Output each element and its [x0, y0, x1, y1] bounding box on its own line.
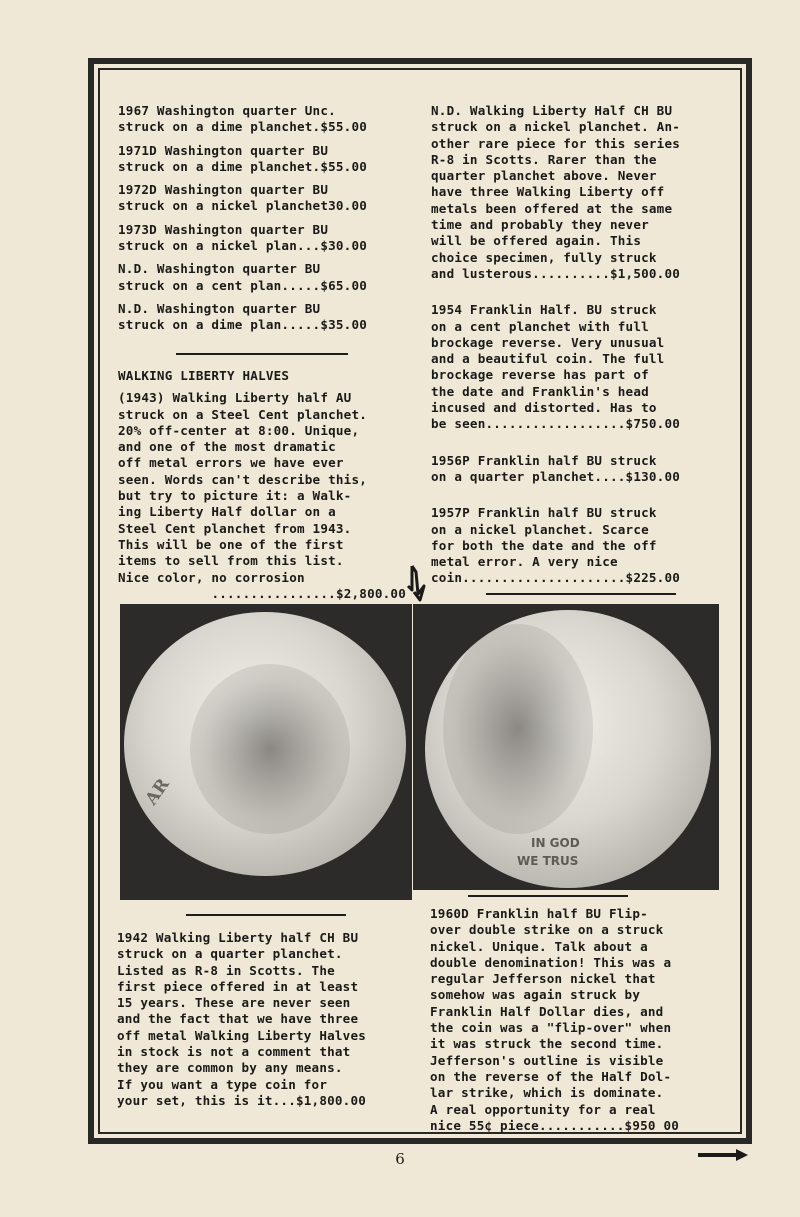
- coin-eagle-relief: [190, 664, 350, 834]
- listing-1967-quarter: 1967 Washington quarter Unc. struck on a dime planchet.$55.00: [118, 103, 368, 135]
- listing-1960d-franklin: [430, 906, 722, 1134]
- right-column: [431, 103, 723, 594]
- bottom-right-divider: [468, 895, 628, 897]
- listing-1972d-quarter: 1972D Washington quarter BU struck on a nickel planchet30.00: [118, 182, 368, 214]
- photo-walking-liberty-coin: [120, 604, 412, 900]
- walking-liberty-section: [118, 368, 410, 602]
- section-divider: [176, 353, 348, 355]
- listing-1942-walking-liberty: [117, 930, 409, 1109]
- section-heading: WALKING LIBERTY HALVES: [118, 368, 290, 383]
- coin-motto-2: WE TRUS: [517, 854, 579, 868]
- arrow-down-icon: [406, 564, 430, 602]
- listing-nd-quarter-cent: N.D. Washington quarter BU struck on a cent plan.....$65.00: [118, 261, 368, 293]
- coin-motto-1: IN GOD: [531, 836, 580, 850]
- listing-1943-price: ................$2,800.00: [211, 585, 406, 601]
- coin-franklin-relief: [443, 624, 593, 834]
- bottom-left-divider: [186, 914, 346, 916]
- listing-1973d-quarter: 1973D Washington quarter BU struck on a nickel plan...$30.00: [118, 221, 368, 254]
- listing-1943-walking-liberty: (1943) Walking Liberty half AU struck on a Steel Cent planchet. 20% off-center at 8:00. Unique, and one of the most dramatic off metal errors we have ever seen. Words can't describe this, but try to picture it: a Walk- ing Liberty Half dollar on a Steel Cent planchet from 1943. This will be one of the first items to sell from this list. Nice color, no corrosion: [118, 390, 368, 585]
- listing-1960d-text: 1960D Franklin half BU Flip- over double strike on a struck nickel. Unique. Talk about a double denomination! This was a regular Jefferson nickel that somehow was again struck by Franklin Half Dollar dies, and the coin was a "flip-over" when it was struck the second time. Jefferson's outline is visible on the reverse of the Half Dol- lar strike, which is dominate. A real opportunity for a real nice 55¢ piece...........$950 00: [430, 906, 680, 1133]
- listing-1971d-quarter: 1971D Washington quarter BU struck on a dime planchet.$55.00: [118, 142, 368, 174]
- right-divider: [486, 593, 676, 595]
- arrow-right-icon: [696, 1146, 752, 1164]
- listing-1956p-franklin: 1956P Franklin half BU struck on a quarter planchet....$130.00: [431, 452, 681, 484]
- listing-nd-walking-liberty: N.D. Walking Liberty Half CH BU struck on a nickel planchet. An- other rare piece for this series R-8 in Scotts. Rarer than the quarter planchet above. Never have three Walking Liberty off metals been offered at the same time and probably they never will be offered again. This choice specimen, fully struck and lusterous..........$1,500.00: [431, 103, 681, 281]
- listing-1957p-franklin: 1957P Franklin half BU struck on a nickel planchet. Scarce for both the date and the off metal error. A very nice coin.....................$225.00: [431, 505, 681, 586]
- left-column: [118, 103, 410, 341]
- listing-1954-franklin: 1954 Franklin Half. BU struck on a cent planchet with full brockage reverse. Very unusual and a beautiful coin. The full brockage reverse has part of the date and Franklin's head incused and distorted. Has to be seen..................$750.00: [431, 302, 681, 432]
- coin-inscription: AR: [141, 775, 174, 809]
- page-number: 6: [395, 1150, 405, 1168]
- listing-nd-quarter-dime: N.D. Washington quarter BU struck on a dime plan.....$35.00: [118, 300, 368, 333]
- photo-franklin-coin: [413, 604, 719, 890]
- listing-1942-text: 1942 Walking Liberty half CH BU struck on a quarter planchet. Listed as R-8 in Scotts. The first piece offered in at least 15 years. These are never seen and the fact that we have three off metal Walking Liberty Halves in stock is not a comment that they are common by any means. If you want a type coin for your set, this is it...$1,800.00: [117, 930, 367, 1108]
